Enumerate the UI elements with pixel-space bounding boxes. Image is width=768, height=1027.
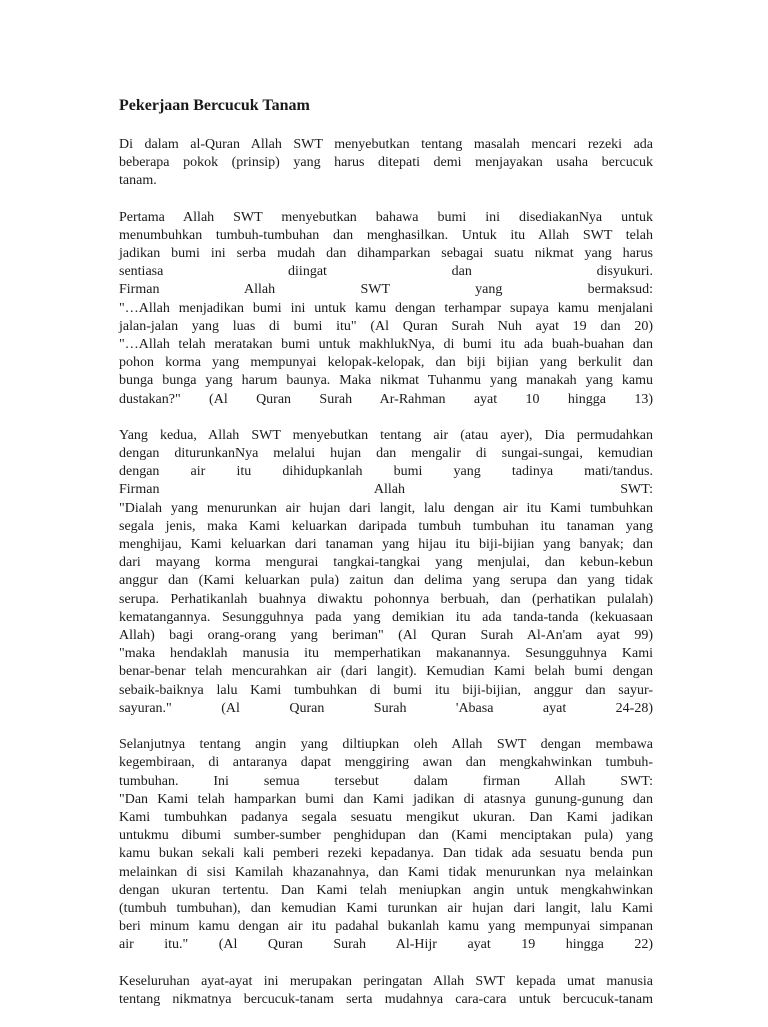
paragraph-4	[119, 736, 653, 954]
text-line: jalan-jalan yang luas di bumi itu" (Al Quran Surah Nuh ayat 19 dan 20)	[119, 318, 653, 334]
text-line: Kami tumbuhkan padanya segala sesuatu mengikut ukuran. Dan Kami jadikan	[119, 809, 653, 825]
document-title: Pekerjaan Bercucuk Tanam	[119, 97, 310, 114]
text-line: benar-benar telah mencurahkan air (dari langit). Kemudian Kami belah bumi dengan	[119, 664, 653, 680]
text-line: "maka hendaklah manusia itu memperhatikan makanannya. Sesungguhnya Kami	[119, 646, 653, 662]
text-line: "Dialah yang menurunkan air hujan dari langit, lalu dengan air itu Kami tumbuhkan	[119, 500, 653, 516]
text-line: melainkan di sisi Kamilah khazanahnya, dan Kami tidak menurunkan nya melainkan	[119, 864, 653, 880]
text-line: Selanjutnya tentang angin yang diltiupkan oleh Allah SWT dengan membawa	[119, 737, 653, 753]
paragraph-5	[119, 973, 653, 1009]
text-line: kamu bukan sekali kali pemberi rezeki kepadanya. Dan tidak ada sesuatu benda pun	[119, 846, 653, 862]
text-line: serupa. Perhatikanlah buahnya diwaktu pohonnya berbuah, dan (perhatikan pulalah)	[119, 591, 653, 607]
text-line: anggur dan (Kami keluarkan pula) zaitun dan delima yang serupa dan yang tidak	[119, 573, 653, 589]
text-line: dustakan?" (Al Quran Surah Ar-Rahman ayat 10 hingga 13)	[119, 391, 653, 407]
text-line: Keseluruhan ayat-ayat ini merupakan peringatan Allah SWT kepada umat manusia	[119, 973, 653, 989]
text-line: beberapa pokok (prinsip) yang harus ditepati demi menjayakan usaha bercucuk	[119, 155, 653, 171]
text-line: Di dalam al-Quran Allah SWT menyebutkan tentang masalah mencari rezeki ada	[119, 137, 653, 152]
text-line: "…Allah menjadikan bumi ini untuk kamu dengan terhampar supaya kamu menjalani	[119, 300, 653, 316]
text-line: sentiasa diingat dan disyukuri.	[119, 264, 653, 280]
text-line: Yang kedua, Allah SWT menyebutkan tentang air (atau ayer), Dia permudahkan	[119, 427, 653, 443]
text-line: segala jenis, maka Kami keluarkan daripada tumbuh tumbuhan itu tanaman yang	[119, 518, 653, 534]
text-line: menghijau, Kami keluarkan dari tanaman yang hijau itu biji-bijian yang banyak; dan	[119, 537, 653, 553]
text-line: menumbuhkan tumbuh-tumbuhan dan menghasilkan. Untuk itu Allah SWT telah	[119, 227, 653, 243]
text-line: dengan diturunkanNya melalui hujan dan mengalir di sungai-sungai, kemudian	[119, 446, 653, 462]
text-line: beri minum kamu dengan air itu padahal bukanlah kamu yang mempunyai simpanan	[119, 919, 653, 935]
text-line: "…Allah telah meratakan bumi untuk makhlukNya, di bumi itu ada buah-buahan dan	[119, 337, 653, 353]
text-line: Firman Allah SWT yang bermaksud:	[119, 282, 653, 298]
text-line: pohon korma yang mempunyai kelopak-kelopak, dan biji bijian yang berkulit dan	[119, 355, 653, 371]
text-line: sebaik-baiknya lalu Kami tumbuhkan di bumi itu biji-bijian, anggur dan sayur-	[119, 682, 653, 698]
text-line: tentang nikmatnya bercucuk-tanam serta mudahnya cara-cara untuk bercucuk-tanam	[119, 991, 653, 1007]
text-line: Allah) bagi orang-orang yang beriman" (Al Quran Surah Al-An'am ayat 99)	[119, 628, 653, 644]
paragraph-3	[119, 427, 653, 718]
text-line: Pertama Allah SWT menyebutkan bahawa bumi ini disediakanNya untuk	[119, 209, 653, 225]
text-line: (tumbuh tumbuhan), dan kemudian Kami turunkan air hujan dari langit, lalu Kami	[119, 900, 653, 916]
text-line: dengan air itu dihidupkanlah bumi yang tadinya mati/tandus.	[119, 464, 653, 480]
text-line: kematangannya. Sesungguhnya pada yang demikian itu ada tanda-tanda (kekuasaan	[119, 609, 653, 625]
text-line: "Dan Kami telah hamparkan bumi dan Kami jadikan di atasnya gunung-gunung dan	[119, 791, 653, 807]
text-line: bunga bunga yang harum baunya. Maka nikmat Tuhanmu yang manakah yang kamu	[119, 373, 653, 389]
text-line: tanam.	[119, 173, 157, 189]
text-line: dari mayang korma mengurai tangkai-tangkai yang menjulai, dan kebun-kebun	[119, 555, 653, 571]
text-line: Firman Allah SWT:	[119, 482, 653, 498]
paragraph-2	[119, 209, 653, 409]
text-line: air itu." (Al Quran Surah Al-Hijr ayat 19 hingga 22)	[119, 937, 653, 953]
text-line: tumbuhan. Ini semua tersebut dalam firman Allah SWT:	[119, 773, 653, 789]
text-line: dengan ukuran tertentu. Dan Kami telah meniupkan angin untuk mengkahwinkan	[119, 882, 653, 898]
paragraph-1	[119, 136, 653, 191]
text-line: kegembiraan, di antaranya dapat menggiring awan dan mengkahwinkan tumbuh-	[119, 755, 653, 771]
text-line: jadikan bumi ini serba mudah dan dihamparkan sebagai suatu nikmat yang harus	[119, 246, 653, 262]
text-line: untukmu dibumi sumber-sumber penghidupan dan (Kami menciptakan pula) yang	[119, 828, 653, 844]
document-page	[119, 96, 653, 1027]
text-line: sayuran." (Al Quran Surah 'Abasa ayat 24-28)	[119, 700, 653, 716]
